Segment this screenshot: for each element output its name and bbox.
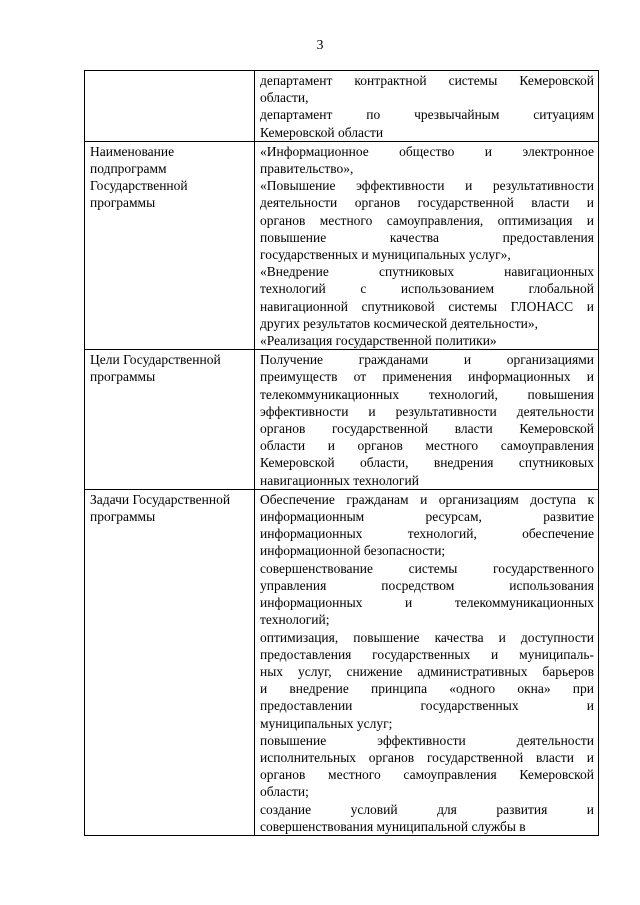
paragraph-line: департамент контрактной системы Кемеровской [260,73,594,88]
paragraph-line: предоставления государственных и муниципаль- [260,646,594,662]
row-value-cell [255,489,599,835]
paragraph-line: государственных и муниципальных услуг», [260,247,511,263]
paragraph-line: создание условий для развития и [260,801,594,817]
page-number: 3 [316,38,324,53]
table-row [85,71,599,142]
row-label-line: программы [90,509,156,525]
row-label-line: Цели Государственной [90,352,221,368]
row-label-cell [85,71,255,142]
paragraph-line: исполнительных органов государственной власти и [260,749,594,765]
table-row [85,350,599,490]
paragraph-line: деятельности органов государственной власти и [260,195,594,211]
row-label-line: Задачи Государственной [90,491,231,507]
paragraph-line: информационных технологий, обеспечение [260,526,594,542]
row-label-line: Государственной [90,178,188,194]
paragraph-line: области; [260,784,309,800]
row-label-line: программы [90,369,156,385]
row-label-cell [85,489,255,835]
paragraph-line: информационных и телекоммуникационных [260,595,594,611]
paragraph-line: совершенствование системы государственного [260,560,594,576]
paragraph-line: Кемеровской области [260,124,384,140]
paragraph-line: области и органов местного самоуправления [260,438,594,454]
paragraph-line: оптимизация, повышение качества и доступности [260,629,594,645]
table-row [85,489,599,835]
row-label-line: подпрограмм [90,161,167,177]
paragraph-line: телекоммуникационных технологий, повышения [260,386,594,402]
paragraph-line: эффективности и результативности деятельности [260,403,594,419]
table-body [85,71,599,836]
paragraph-line: ных услуг, снижение административных барьеров [260,663,594,679]
paragraph-line: информационным ресурсам, развитие [260,509,594,525]
paragraph-line: повышение качества предоставления [260,229,594,245]
table-row [85,141,599,349]
paragraph-line: департамент по чрезвычайным ситуациям [260,107,594,123]
row-label-cell [85,141,255,349]
paragraph-line: органов государственной власти Кемеровской [260,421,594,437]
paragraph-line: повышение эффективности деятельности [260,732,594,748]
paragraph-line: технологий; [260,612,330,628]
paragraph-line: информационной безопасности; [260,543,446,559]
paragraph-line: преимуществ от применения информационных и [260,369,594,385]
paragraph-line: технологий с использованием глобальной [260,281,594,297]
paragraph-line: совершенствования муниципальной службы в [260,818,526,834]
paragraph-line: области, [260,90,309,106]
paragraph-line: «Реализация государственной политики» [260,333,497,349]
paragraph-line: управления посредством использования [260,577,594,593]
row-value-cell [255,350,599,490]
paragraph-line: Обеспечение гражданам и организациям доступа к [260,491,594,507]
paragraph-line: и внедрение принципа «одного окна» при [260,681,594,697]
paragraph-line: органов местного самоуправления, оптимизация и [260,212,594,228]
row-label-line: программы [90,195,156,211]
row-label-line: Наименование [90,143,175,159]
paragraph-line: «Внедрение спутниковых навигационных [260,264,594,280]
row-value-cell [255,141,599,349]
paragraph-line: навигационных технологий [260,472,419,488]
row-label-cell [85,350,255,490]
paragraph-line: Получение гражданами и организациями [260,352,594,368]
paragraph-line: предоставлении государственных и [260,698,594,714]
paragraph-line: других результатов космической деятельности», [260,315,538,331]
paragraph-line: муниципальных услуг; [260,715,393,731]
row-value-cell [255,71,599,142]
paragraph-line: органов местного самоуправления Кемеровской [260,767,594,783]
paragraph-line: правительство», [260,161,354,177]
paragraph-line: «Повышение эффективности и результативности [260,178,594,194]
paragraph-line: «Информационное общество и электронное [260,143,594,159]
program-passport-table [84,70,599,836]
paragraph-line: Кемеровской области, внедрения спутниковых [260,455,594,471]
paragraph-line: навигационной спутниковой системы ГЛОНАСС и [260,298,594,314]
